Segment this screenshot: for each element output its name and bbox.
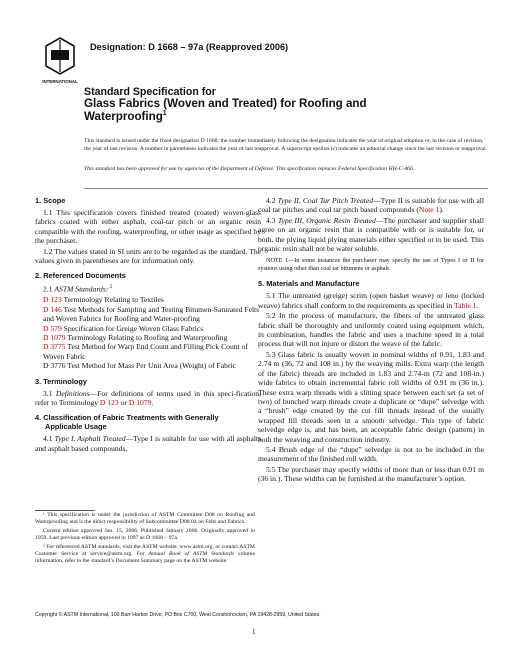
para-italic: Definitions [55, 388, 90, 398]
referenced-doc [35, 305, 261, 324]
note-1-link[interactable]: Note 1 [418, 205, 440, 215]
referenced-doc [35, 342, 261, 361]
doc-link-d123[interactable]: D 123 [99, 398, 119, 408]
heading-line: 4. Classification of Fabric Treatments with Generally [35, 413, 219, 423]
heading-line: Applicable Usage [45, 422, 107, 432]
materials-paragraph-2: 5.2 In the process of manufacture, the fibers of the untreated glass fabric shall be thoroughly and uniformly coated using equipment which, in combination, handles the fabric and uses a machine speed in a total process that will not injure or distort the weave of the fabric. [258, 311, 484, 349]
materials-paragraph-5: 5.5 The purchaser may specify widths of more than or less than 0.91 m (36 in.). These widths can be furnished at the manufacturer’s option. [258, 464, 484, 484]
doc-link-d3775[interactable]: D 3775 [43, 342, 66, 352]
footnote-text: volume information, refer to the standard’s Document Summary page on the ASTM website. [35, 551, 255, 565]
doc-link-d1079[interactable]: D 1079 [128, 398, 152, 408]
title-line-2: Glass Fabrics (Woven and Treated) for Roofing and [84, 97, 367, 111]
footnote-2 [35, 544, 255, 566]
astm-logo [42, 36, 78, 86]
doc-link-d146[interactable]: D 146 [43, 304, 62, 314]
classification-paragraph-1 [35, 434, 261, 453]
para-text: ). [439, 205, 444, 215]
para-prefix: 3.1 [43, 388, 56, 398]
materials-paragraph-4: 5.4 Brush edge of the “dupe” selvedge is not to be included in the measurement of the finished roll width. [258, 444, 484, 464]
referenced-footnote-mark: 2 [108, 285, 113, 291]
referenced-intro-italic: ASTM Standards: [54, 284, 109, 294]
para-prefix: 4.2 [266, 196, 278, 205]
title-line-1: Standard Specification for [84, 86, 216, 98]
para-text: or [118, 398, 129, 408]
para-text: —The purchaser and supplier shall agree on an organic resin that is compatible with or is suitable for, or both, the plying liquid plying materials either specified or to be used. This organic resin shall not be water soluble. [258, 215, 484, 254]
footnote-text: ² For referenced ASTM standards, visit the ASTM website, www.astm.org, or contact ASTM Customer Service at service@astm.org. For [35, 543, 255, 558]
doc-link-d1079[interactable]: D 1079 [43, 333, 66, 342]
para-italic: Type II, Coal Tar Pitch Treated [277, 196, 374, 205]
para-text: . [476, 300, 479, 310]
para-text: —Type II is suitable for use with all coal tar pitches and coal tar pitch based compounds ( [258, 196, 485, 215]
para-text: 5.1 The untreated (greige) scrim (open basket weave) or leno (locked weave) fabrics shall conform to the requirements as specified in [258, 291, 484, 310]
astm-logo-icon [42, 36, 78, 86]
header-divider [84, 188, 488, 189]
para-italic: Type III, Organic Resin Treated [277, 215, 376, 225]
materials-paragraph-3: 5.3 Glass fabric is usually woven in nominal widths of 0.91, 1.83 and 2.74 m (36, 72 and 108 in.) by the weaving mills. Extra warp (the length of the fabric) threads are included in 1.83 and 2.74-m (72 and 108-in.) wide fabrics to obtain incremental fabric roll widths of 0.91 m (36 in.). These extra warp threads with a slitting space between each set (a set of two) of bunched warp threads create a duplicate or “dupe” selvedge with a “brush” edge created by the cut fill threads instead of the usually wrapped fill threads seen in a smooth selvedge. This type of fabric selvedge edge is, and has been, an acceptable fabric design (pattern) in both the weaving and construction industry. [258, 349, 484, 444]
footnote-1-edition: Current edition approved Jan. 15, 2006. Published January 2006. Originally approved in 1959. Last previous edition approved in 1997 as D 1668 – 97a. [35, 527, 255, 542]
note-1: NOTE 1—In some instances the purchaser may specify the use of Types I or II for systems using other than coal tar bitumens or asphalt. [258, 257, 484, 273]
footnotes [35, 512, 255, 567]
scope-paragraph-2: 1.2 The values stated in SI units are to be regarded as the standard. The values given in parentheses are for information only. [35, 246, 261, 266]
doc-title: Terminology Relating to Roofing and Waterproofing [65, 333, 228, 342]
title-line-3-text: Waterproofing [84, 109, 163, 123]
para-prefix: 4.1 [43, 434, 55, 444]
table-1-link[interactable]: Table 1 [453, 300, 477, 310]
para-prefix: 4.3 [266, 215, 278, 225]
classification-paragraph-2 [258, 196, 484, 215]
logo-label: INTERNATIONAL [42, 79, 78, 84]
title-line-3 [84, 111, 484, 123]
para-text: —For definitions of terms used in this speci-fication, refer to Terminology [35, 388, 261, 408]
issued-note: This standard is issued under the fixed designation D 1668; the number immediately following the designation indicates the year of original adoption or, in the case of revision, the year of last revision. A number in parentheses indicates the year of last reapproval. A superscript epsilon (ε) indicates an editorial change since the last revision or reapproval. [84, 138, 488, 152]
para-text: —Type I is suitable for use with all asphalts and asphalt based compounds. [35, 434, 261, 453]
referenced-doc [35, 295, 261, 304]
section-heading-terminology: 3. Terminology [35, 376, 88, 386]
doc-title: Test Method for Warp End Count and Filling Pick Count of Woven Fabric [43, 342, 248, 361]
doc-title: Specification for Greige Woven Glass Fabrics [61, 323, 204, 333]
para-italic: Type I, Asphalt Treated [54, 434, 126, 444]
section-heading-classification [35, 413, 261, 431]
referenced-intro-prefix: 2.1 [43, 284, 55, 294]
referenced-doc [35, 361, 261, 370]
section-heading-scope: 1. Scope [35, 196, 66, 205]
doc-link-d123[interactable]: D 123 [43, 295, 62, 305]
referenced-intro [35, 283, 261, 294]
para-text: . [151, 398, 154, 408]
footnote-divider [35, 510, 95, 511]
doc-title: D 3776 Test Method for Mass Per Unit Area (Weight) of Fabric [43, 361, 236, 371]
section-heading-referenced: 2. Referenced Documents [35, 271, 126, 281]
document-title [84, 86, 484, 123]
section-heading-materials: 5. Materials and Manufacture [258, 279, 360, 289]
left-column [35, 196, 261, 454]
designation: Designation: D 1668 – 97a (Reapproved 2006) [90, 42, 289, 52]
footnote-italic: Annual Book of ASTM Standards [148, 551, 234, 558]
materials-paragraph-1 [258, 291, 484, 310]
copyright: Copyright © ASTM International, 100 Barr Harbor Drive, PO Box C700, West Conshohocken, PA 19428-2959, United States. [35, 612, 321, 618]
doc-title: Test Methods for Sampling and Testing Bitumen-Saturated Felts and Woven Fabrics for Roofing and Water-proofing [43, 304, 260, 324]
page-number: 1 [252, 628, 256, 636]
classification-paragraph-3 [258, 216, 484, 254]
referenced-doc [35, 324, 261, 333]
terminology-paragraph-1 [35, 389, 261, 408]
title-footnote-mark: 1 [162, 109, 167, 117]
doc-link-d579[interactable]: D 579 [43, 323, 62, 333]
referenced-doc [35, 333, 261, 342]
doc-title: Terminology Relating to Textiles [61, 295, 164, 305]
right-column [258, 196, 484, 485]
approval-note: This standard has been approved for use by agencies of the Department of Defense. This specification replaces Federal Specification HH-C-466. [84, 166, 415, 172]
footnote-1: ¹ This specification is under the jurisdiction of ASTM Committee D08 on Roofing and Waterproofing and is the direct responsibility of Subcommittee D08.04 on Felts and Fabrics. [35, 512, 255, 526]
scope-paragraph-1: 1.1 This specification covers finished treated (coated) woven-glass fabrics coated with either asphalt, coal-tar pitch or an organic resin compatible with the roofing, waterproofing, or other usage as specified by the purchaser. [35, 208, 261, 246]
